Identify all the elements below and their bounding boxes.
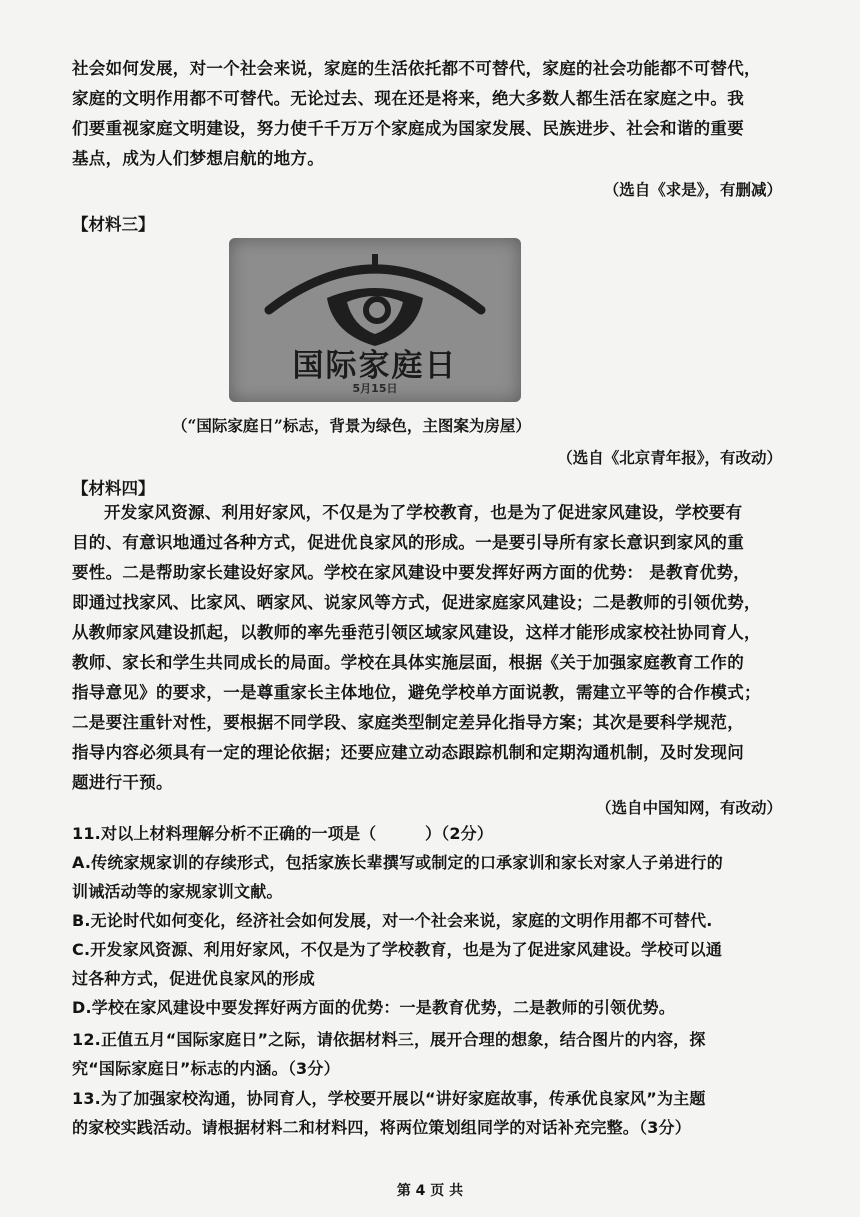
question-13 — [72, 1084, 784, 1142]
question-stem: 11.对以上材料理解分析不正确的一项是（ ）（2分） — [72, 824, 494, 843]
text-line: 开发家风资源、利用好家风，不仅是为了学校教育，也是为了促进家风建设，学校要有 — [104, 503, 743, 522]
text-line: 二是要注重针对性，要根据不同学段、家庭类型制定差异化指导方案；其次是要科学规范， — [72, 713, 744, 732]
material2-tail-paragraph — [72, 54, 784, 174]
material3-heading: 【材料三】 — [72, 215, 155, 234]
text-line: 从教师家风建设抓起，以教师的率先垂范引领区域家风建设，这样才能形成家校社协同育人， — [72, 623, 761, 642]
question-text: 究“国际家庭日”标志的内涵。（3分） — [72, 1059, 340, 1078]
text-line: 基点，成为人们梦想启航的地方。 — [72, 149, 324, 168]
question-text: 12.正值五月“国际家庭日”之际，请依据材料三，展开合理的想象，结合图片的内容，探 — [72, 1030, 706, 1049]
question-12 — [72, 1025, 784, 1083]
page-footer: 第 4 页 共 — [396, 1183, 464, 1199]
material4-heading: 【材料四】 — [72, 479, 155, 498]
material2-source: （选自《求是》，有删减） — [603, 180, 782, 199]
question-text: 13.为了加强家校沟通，协同育人，学校要开展以“讲好家庭故事，传承优良家风”为主题 — [72, 1089, 706, 1108]
option-d: D.学校在家风建设中要发挥好两方面的优势：一是教育优势，二是教师的引领优势。 — [72, 998, 675, 1017]
question-text: 的家校实践活动。请根据材料二和材料四，将两位策划组同学的对话补充完整。（3分） — [72, 1118, 691, 1137]
text-line: 们要重视家庭文明建设，努力使千千万万个家庭成为国家发展、民族进步、社会和谐的重要 — [72, 119, 744, 138]
text-line: 目的、有意识地通过各种方式，促进优良家风的形成。一是要引导所有家长意识到家风的重 — [72, 533, 744, 552]
logo-date: 5月15日 — [352, 382, 398, 395]
text-line: 指导内容必须具有一定的理论依据；还要应建立动态跟踪机制和定期沟通机制，及时发现问 — [72, 743, 744, 762]
international-family-day-logo — [229, 238, 521, 402]
text-line: 指导意见》的要求，一是尊重家长主体地位，避免学校单方面说教，需建立平等的合作模式； — [72, 683, 761, 702]
option-c-continued: 过各种方式，促进优良家风的形成 — [72, 969, 316, 988]
logo-title: 国际家庭日 — [292, 348, 458, 384]
text-line: 即通过找家风、比家风、晒家风、说家风等方式，促进家庭家风建设；二是教师的引领优势， — [72, 593, 761, 612]
text-line: 家庭的文明作用都不可替代。无论过去、现在还是将来，绝大多数人都生活在家庭之中。我 — [72, 89, 744, 108]
option-c: C.开发家风资源、利用好家风，不仅是为了学校教育，也是为了促进家风建设。学校可以通 — [72, 940, 723, 959]
question-11 — [72, 819, 784, 1022]
option-a: A.传统家规家训的存续形式，包括家族长辈撰写或制定的口承家训和家长对家人子弟进行的 — [72, 853, 723, 872]
option-a-continued: 训诫活动等的家规家训文献。 — [72, 882, 283, 901]
material4-paragraph — [72, 498, 784, 798]
material4-source: （选自中国知网，有改动） — [595, 798, 782, 817]
text-line: 社会如何发展，对一个社会来说，家庭的生活依托都不可替代，家庭的社会功能都不可替代， — [72, 59, 761, 78]
text-line: 要性。二是帮助家长建设好家风。学校在家风建设中要发挥好两方面的优势： 是教育优势， — [72, 563, 751, 582]
text-line: 题进行干预。 — [72, 773, 173, 792]
material3-source: （选自《北京青年报》，有改动） — [557, 448, 782, 467]
option-b: B.无论时代如何变化，经济社会如何发展，对一个社会来说，家庭的文明作用都不可替代. — [72, 911, 713, 930]
logo-caption: （“国际家庭日”标志，背景为绿色，主图案为房屋） — [172, 416, 531, 435]
text-line: 教师、家长和学生共同成长的局面。学校在具体实施层面，根据《关于加强家庭教育工作的 — [72, 653, 744, 672]
